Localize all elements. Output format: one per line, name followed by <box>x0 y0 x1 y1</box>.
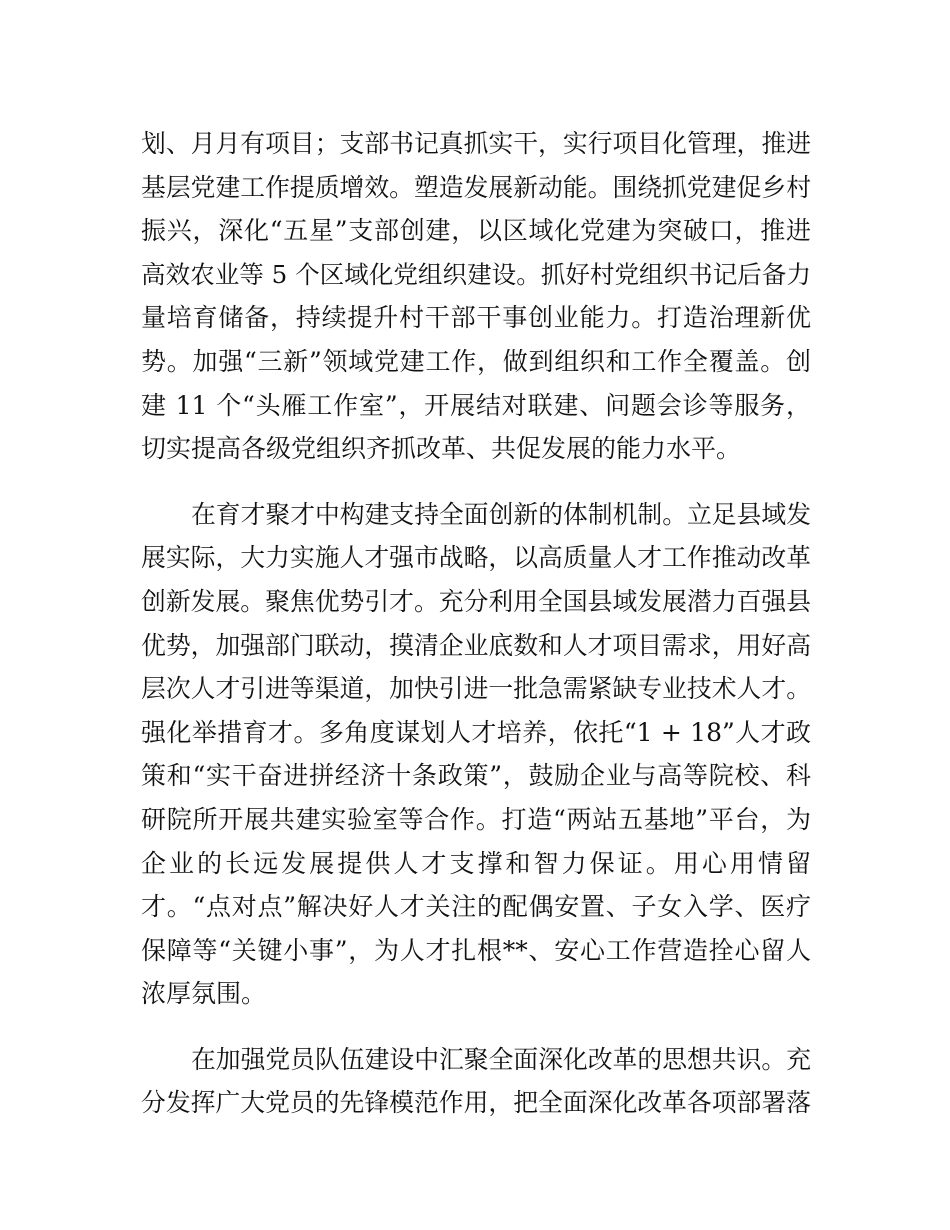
text-line: 才。“点对点”解决好人才关注的配偶安置、子女入学、医疗 <box>141 892 811 922</box>
text-line: 创新发展。聚焦优势引才。充分利用全国县域发展潜力百强县 <box>141 586 811 616</box>
text-line: 分发挥广大党员的先锋模范作用，把全面深化改革各项部署落 <box>141 1088 811 1118</box>
paragraph-spacer <box>141 1016 811 1038</box>
text-line: 优势，加强部门联动，摸清企业底数和人才项目需求，用好高 <box>141 630 811 660</box>
text-line: 在加强党员队伍建设中汇聚全面深化改革的思想共识。充 <box>191 1044 811 1074</box>
text-line: 在育才聚才中构建支持全面创新的体制机制。立足县域发 <box>191 499 811 529</box>
text-line: 强化举措育才。多角度谋划人才培养，依托“1 + 18”人才政 <box>141 717 811 747</box>
paragraph-1 <box>141 122 811 471</box>
text-line: 企业的长远发展提供人才支撑和智力保证。用心用情留 <box>141 848 811 878</box>
text-line: 建 11 个“头雁工作室”，开展结对联建、问题会诊等服务， <box>141 390 811 420</box>
text-line: 量培育储备，持续提升村干部干事创业能力。打造治理新优 <box>141 303 811 333</box>
text-line: 划、月月有项目；支部书记真抓实干，实行项目化管理，推进 <box>141 129 811 158</box>
text-line: 策和“实干奋进拼经济十条政策”，鼓励企业与高等院校、科 <box>141 761 811 791</box>
paragraph-spacer <box>141 471 811 493</box>
text-line: 研院所开展共建实验室等合作。打造“两站五基地”平台，为 <box>141 804 811 834</box>
text-line: 振兴，深化“五星”支部创建，以区域化党建为突破口，推进 <box>141 216 811 246</box>
text-line: 保障等“关键小事”，为人才扎根**、安心工作营造拴心留人 <box>141 935 811 965</box>
text-line: 切实提高各级党组织齐抓改革、共促发展的能力水平。 <box>141 434 742 464</box>
text-line: 浓厚氛围。 <box>141 979 267 1009</box>
text-line: 势。加强“三新”领域党建工作，做到组织和工作全覆盖。创 <box>141 346 811 376</box>
paragraph-2 <box>141 493 811 1016</box>
text-line: 高效农业等 5 个区域化党组织建设。抓好村党组织书记后备力 <box>141 259 811 289</box>
text-line: 层次人才引进等渠道，加快引进一批急需紧缺专业技术人才。 <box>141 674 811 704</box>
paragraph-3 <box>141 1038 811 1125</box>
body-text <box>141 122 811 1125</box>
text-line: 基层党建工作提质增效。塑造发展新动能。围绕抓党建促乡村 <box>141 172 811 202</box>
text-line: 展实际，大力实施人才强市战略，以高质量人才工作推动改革 <box>141 543 811 573</box>
